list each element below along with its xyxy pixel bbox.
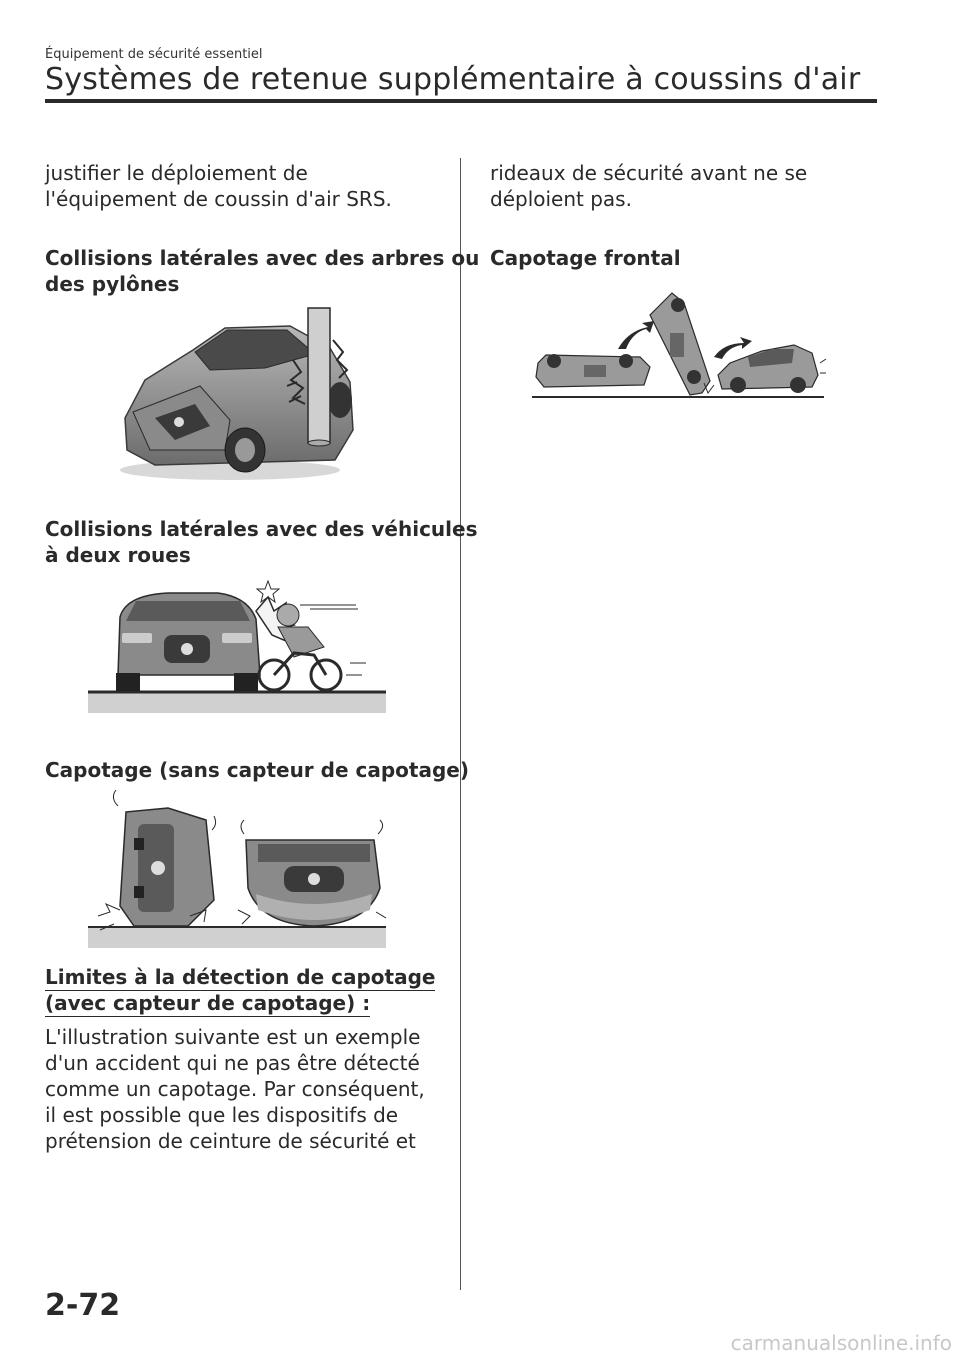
side-collision-pole-illustration	[115, 300, 365, 485]
continued-line-1: rideaux de sécurité avant ne se	[490, 161, 808, 185]
body-line-5: prétension de ceinture de sécurité et	[45, 1129, 416, 1153]
header-rule	[45, 99, 877, 103]
side-collision-motorcycle-illustration	[88, 575, 388, 715]
heading-trees-line-2: des pylônes	[45, 272, 180, 296]
intro-line-2: l'équipement de coussin d'air SRS.	[45, 187, 392, 211]
heading-frontal-rollover: Capotage frontal	[490, 246, 681, 270]
heading-two-wheel-line-1: Collisions latérales avec des véhicules	[45, 517, 478, 541]
frontal-rollover-illustration	[532, 283, 827, 403]
heading-trees-line-1: Collisions latérales avec des arbres ou	[45, 246, 480, 270]
body-line-1: L'illustration suivante est un exemple	[45, 1025, 421, 1049]
body-line-3: comme un capotage. Par conséquent,	[45, 1077, 425, 1101]
header-section: Équipement de sécurité essentiel	[45, 47, 263, 62]
heading-two-wheel-line-2: à deux roues	[45, 543, 191, 567]
page-number: 2-72	[45, 1288, 121, 1323]
body-line-4: il est possible que les dispositifs de	[45, 1103, 399, 1127]
column-divider	[460, 158, 461, 1290]
watermark: carmanualsonline.info	[730, 1331, 952, 1355]
heading-rollover: Capotage (sans capteur de capotage)	[45, 758, 469, 782]
heading-limits-line-1: Limites à la détection de capotage	[45, 965, 436, 989]
intro-line-1: justifier le déploiement de	[45, 161, 308, 185]
page-title: Systèmes de retenue supplémentaire à coussins d'air	[45, 62, 861, 97]
body-line-2: d'un accident qui ne pas être détecté	[45, 1051, 420, 1075]
rollover-without-sensor-illustration	[88, 790, 388, 950]
heading-limits-line-2: (avec capteur de capotage) :	[45, 991, 371, 1015]
continued-line-2: déploient pas.	[490, 187, 632, 211]
